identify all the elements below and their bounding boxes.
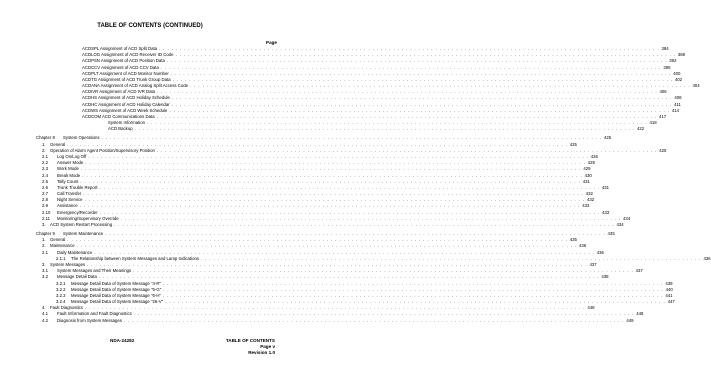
toc-entry-number: 2.1 — [42, 249, 48, 255]
toc-entry-page: 402 — [675, 76, 683, 82]
table-of-contents — [36, 45, 711, 324]
toc-entry-title: Message Detail Data of System Message "5-G" — [71, 286, 162, 292]
dot-leader: . . . . . . . . . . . . . . . . . . . . . . . . . . . . . . . . . . . . . . . . . . . . . . . . . . . . . . . . . . . . . . . . . . . . . . . . . . . . . . . . . . . . . . . . . . . . . . . . . . . . . . . . . . . . . . . . . . . . . . . . — [67, 141, 568, 147]
dot-leader: . . . . . . . . . . . . . . . . . . . . . . . . . . . . . . . . . . . . . . . . . . . . . . . . . . . . . . . . . . . . . . . . . . . . . . . . . . . . . . . . . . . . . . . . . . . . . . . . . . . . . . . . . . . . . . . . . . . . . . . . — [157, 89, 658, 95]
toc-entry-page: 392 — [669, 58, 677, 64]
dot-leader: . . . . . . . . . . . . . . . . . . . . . . . . . . . . . . . . . . . . . . . . . . . . . . . . . . . . . . . . . . . . . . . . . . . . . . . . . . . . . . . . . . . . . . . . . . . . . . . . . . . . . . . . . . . . . . . . . . . . . . . . — [80, 178, 581, 184]
footer-section: TABLE OF CONTENTS — [225, 338, 275, 343]
dot-leader: . . . . . . . . . . . . . . . . . . . . . . . . . . . . . . . . . . . . . . . . . . . . . . . . . . . . . . . . . . . . . . . . . . . . . . . . . . . . . . . . . . . . . . . . . . . . . . . . . . . . . . . . . . . . . . . . . . . . . . . . — [123, 317, 625, 323]
toc-entry-page: 433 — [582, 203, 590, 209]
dot-leader: . . . . . . . . . . . . . . . . . . . . . . . . . . . . . . . . . . . . . . . . . . . . . . . . . . . . . . . . . . . . . . . . . . . . . . . . . . . . . . . . . . . . . . . . . . . . . . . . . . . . . . . . . . . . . . . . . . . . . . . . — [99, 184, 600, 190]
toc-entry-number: 2.8 — [42, 197, 48, 203]
toc-entry-page: 411 — [674, 101, 681, 107]
toc-entry-title: ACDWS Assignment of ACD Week Schedule — [82, 107, 168, 113]
dot-leader: . . . . . . . . . . . . . . . . . . . . . . . . . . . . . . . . . . . . . . . . . . . . . . . . . . . . . . . . . . . . . . . . . . . . . . . . . . . . . . . . . . . . . . . . . . . . . . . . . . . . . . . . . . . . . . . . . . . . . . . . — [159, 45, 660, 51]
toc-entry-number: 2.9 — [42, 203, 48, 209]
toc-entry-number: 4. — [42, 305, 46, 311]
toc-entry-number: 2.2 — [42, 160, 48, 166]
toc-entry-page: 418 — [649, 120, 657, 126]
toc-entry-number: 2.4 — [42, 172, 48, 178]
toc-entry-page: 441 — [665, 292, 673, 298]
toc-entry-number: 4.2 — [42, 317, 48, 323]
toc-entry-number: 3.2 — [42, 274, 48, 280]
toc-entry-page: 432 — [586, 197, 595, 203]
toc-entry-title: Call Transfer — [57, 191, 82, 197]
toc-entry-number: 1. — [42, 237, 46, 243]
toc-entry-page: 406 — [659, 89, 667, 95]
toc-entry-title: ACDANA Assignment of ACD Analog Split Access Code — [82, 83, 189, 89]
toc-entry-title: Log On/Log Off — [57, 153, 87, 159]
toc-entry-title: ACDIVR Assignment of ACD IVR Data — [82, 89, 156, 95]
dot-leader: . . . . . . . . . . . . . . . . . . . . . . . . . . . . . . . . . . . . . . . . . . . . . . . . . . . . . . . . . . . . . . . . . . . . . . . . . . . . . . . . . . . . . . . . . . . . . . . . . . . . . . . . . . . . . . . . . . . . . . . . — [190, 83, 691, 89]
toc-entry-title: Trunk Trouble Report — [57, 184, 98, 190]
dot-leader: . . . . . . . . . . . . . . . . . . . . . . . . . . . . . . . . . . . . . . . . . . . . . . . . . . . . . . . . . . . . . . . . . . . . . . . . . . . . . . . . . . . . . . . . . . . . . . . . . . . . . . . . . . . . . . . . . . . . . . . . — [80, 166, 582, 172]
toc-entry-page: 432 — [585, 191, 593, 197]
toc-entry-title: Message Detail Data of System Message "6-H" — [71, 292, 161, 298]
toc-entry-page: 431 — [582, 178, 590, 184]
toc-entry-title: General — [50, 237, 66, 243]
toc-entry-number: 3. — [42, 222, 46, 228]
toc-entry-title: Night Service — [57, 197, 83, 203]
toc-entry-title: Tally Count — [57, 178, 79, 184]
dot-leader: . . . . . . . . . . . . . . . . . . . . . . . . . . . . . . . . . . . . . . . . . . . . . . . . . . . . . . . . . . . . . . . . . . . . . . . . . . . . . . . . . . . . . . . . . . . . . . . . . . . . . . . . . . . . . . . . . . . . . . . . — [201, 255, 702, 261]
toc-entry-page: 414 — [671, 107, 680, 113]
toc-entry-title: Monitoring/Supervisory Override — [57, 215, 119, 221]
toc-entry-title: System Operations — [63, 135, 100, 141]
toc-entry-page: 430 — [584, 172, 592, 178]
dot-leader: . . . . . . . . . . . . . . . . . . . . . . . . . . . . . . . . . . . . . . . . . . . . . . . . . . . . . . . . . . . . . . . . . . . . . . . . . . . . . . . . . . . . . . . . . . . . . . . . . . . . . . . . . . . . . . . . . . . . . . . . — [114, 222, 615, 228]
dot-leader: . . . . . . . . . . . . . . . . . . . . . . . . . . . . . . . . . . . . . . . . . . . . . . . . . . . . . . . . . . . . . . . . . . . . . . . . . . . . . . . . . . . . . . . . . . . . . . . . . . . . . . . . . . . . . . . . . . . . . . . . — [171, 95, 673, 101]
toc-entry-number: 3.2.4 — [56, 299, 66, 305]
dot-leader: . . . . . . . . . . . . . . . . . . . . . . . . . . . . . . . . . . . . . . . . . . . . . . . . . . . . . . . . . . . . . . . . . . . . . . . . . . . . . . . . . . . . . . . . . . . . . . . . . . . . . . . . . . . . . . . . . . . . . . . . — [162, 280, 664, 286]
toc-entry-page: 436 — [579, 243, 587, 249]
toc-entry-page: 417 — [659, 114, 667, 120]
toc-entry-title: Answer Mode — [57, 160, 84, 166]
toc-entry-page: 439 — [665, 280, 673, 286]
toc-entry-page: 435 — [607, 231, 615, 237]
toc-entry-page: 426 — [590, 153, 598, 159]
toc-entry-number: 2.3 — [42, 166, 48, 172]
toc-entry-number: 1. — [42, 141, 46, 147]
toc-entry-page: 388 — [677, 52, 686, 58]
dot-leader: . . . . . . . . . . . . . . . . . . . . . . . . . . . . . . . . . . . . . . . . . . . . . . . . . . . . . . . . . . . . . . . . . . . . . . . . . . . . . . . . . . . . . . . . . . . . . . . . . . . . . . . . . . . . . . . . . . . . . . . . — [101, 135, 602, 141]
document-number: NDA-24282 — [110, 338, 135, 343]
toc-entry-title: Work Mode — [57, 166, 79, 172]
dot-leader: . . . . . . . . . . . . . . . . . . . . . . . . . . . . . . . . . . . . . . . . . . . . . . . . . . . . . . . . . . . . . . . . . . . . . . . . . . . . . . . . . . . . . . . . . . . . . . . . . . . . . . . . . . . . . . . . . . . . . . . . — [84, 305, 586, 311]
toc-entry-number: 2.6 — [42, 184, 48, 190]
dot-leader: . . . . . . . . . . . . . . . . . . . . . . . . . . . . . . . . . . . . . . . . . . . . . . . . . . . . . . . . . . . . . . . . . . . . . . . . . . . . . . . . . . . . . . . . . . . . . . . . . . . . . . . . . . . . . . . . . . . . . . . . — [162, 292, 664, 298]
toc-entry-page: 436 — [703, 255, 711, 261]
toc-entry-title: Diagnosis from System Messages — [57, 317, 122, 323]
toc-entry-page: 437 — [589, 261, 597, 267]
toc-entry-page: 434 — [616, 222, 624, 228]
toc-entry-number: 2.11 — [42, 215, 51, 221]
toc-entry-number: 2.5 — [42, 178, 48, 184]
toc-entry-title: ACDTG Assignment of ACD Trunk Group Data — [82, 76, 171, 82]
toc-entry-label — [36, 222, 112, 228]
dot-leader: . . . . . . . . . . . . . . . . . . . . . . . . . . . . . . . . . . . . . . . . . . . . . . . . . . . . . . . . . . . . . . . . . . . . . . . . . . . . . . . . . . . . . . . . . . . . . . . . . . . . . . . . . . . . . . . . . . . . . . . . — [175, 52, 676, 58]
toc-entry-number: Chapter 9 — [36, 231, 55, 237]
toc-entry-number: Chapter 8 — [36, 135, 55, 141]
dot-leader: . . . . . . . . . . . . . . . . . . . . . . . . . . . . . . . . . . . . . . . . . . . . . . . . . . . . . . . . . . . . . . . . . . . . . . . . . . . . . . . . . . . . . . . . . . . . . . . . . . . . . . . . . . . . . . . . . . . . . . . . — [105, 231, 606, 237]
dot-leader: . . . . . . . . . . . . . . . . . . . . . . . . . . . . . . . . . . . . . . . . . . . . . . . . . . . . . . . . . . . . . . . . . . . . . . . . . . . . . . . . . . . . . . . . . . . . . . . . . . . . . . . . . . . . . . . . . . . . . . . . — [165, 299, 666, 305]
toc-entry-title: Break Mode — [57, 172, 81, 178]
toc-entry[interactable] — [36, 222, 624, 228]
toc-entry-page: 436 — [596, 249, 604, 255]
dot-leader: . . . . . . . . . . . . . . . . . . . . . . . . . . . . . . . . . . . . . . . . . . . . . . . . . . . . . . . . . . . . . . . . . . . . . . . . . . . . . . . . . . . . . . . . . . . . . . . . . . . . . . . . . . . . . . . . . . . . . . . . — [94, 249, 595, 255]
toc-entry-page: 438 — [601, 274, 609, 280]
toc-entry-page: 434 — [623, 215, 631, 221]
dot-leader: . . . . . . . . . . . . . . . . . . . . . . . . . . . . . . . . . . . . . . . . . . . . . . . . . . . . . . . . . . . . . . . . . . . . . . . . . . . . . . . . . . . . . . . . . . . . . . . . . . . . . . . . . . . . . . . . . . . . . . . . — [133, 268, 634, 274]
toc-entry-page: 448 — [636, 311, 644, 317]
toc-entry-title: ACDHC Assignment of ACD Holiday Calendar — [82, 101, 170, 107]
toc-entry-number: 3.2.2 — [56, 286, 66, 292]
dot-leader: . . . . . . . . . . . . . . . . . . . . . . . . . . . . . . . . . . . . . . . . . . . . . . . . . . . . . . . . . . . . . . . . . . . . . . . . . . . . . . . . . . . . . . . . . . . . . . . . . . . . . . . . . . . . . . . . . . . . . . . . — [160, 64, 662, 70]
toc-entry-label — [36, 318, 122, 324]
toc-entry-number: 3.2.3 — [56, 292, 66, 298]
toc-entry-page: 429 — [587, 160, 595, 166]
toc-entry-page: 449 — [626, 317, 634, 323]
dot-leader: . . . . . . . . . . . . . . . . . . . . . . . . . . . . . . . . . . . . . . . . . . . . . . . . . . . . . . . . . . . . . . . . . . . . . . . . . . . . . . . . . . . . . . . . . . . . . . . . . . . . . . . . . . . . . . . . . . . . . . . . — [163, 286, 664, 292]
toc-entry-title: ACDLOG Assignment of ACD Receiver ID Code — [82, 52, 174, 58]
dot-leader: . . . . . . . . . . . . . . . . . . . . . . . . . . . . . . . . . . . . . . . . . . . . . . . . . . . . . . . . . . . . . . . . . . . . . . . . . . . . . . . . . . . . . . . . . . . . . . . . . . . . . . . . . . . . . . . . . . . . . . . . — [134, 126, 636, 132]
toc-entry-title: System Messages — [50, 261, 86, 267]
dot-leader: . . . . . . . . . . . . . . . . . . . . . . . . . . . . . . . . . . . . . . . . . . . . . . . . . . . . . . . . . . . . . . . . . . . . . . . . . . . . . . . . . . . . . . . . . . . . . . . . . . . . . . . . . . . . . . . . . . . . . . . . — [85, 160, 586, 166]
toc-entry-page: 408 — [674, 95, 682, 101]
toc-entry-title: ACD System Restart Processing — [50, 222, 113, 228]
toc-entry-page: 422 — [637, 126, 645, 132]
dot-leader: . . . . . . . . . . . . . . . . . . . . . . . . . . . . . . . . . . . . . . . . . . . . . . . . . . . . . . . . . . . . . . . . . . . . . . . . . . . . . . . . . . . . . . . . . . . . . . . . . . . . . . . . . . . . . . . . . . . . . . . . — [133, 311, 635, 317]
page-footer — [226, 338, 275, 357]
dot-leader: . . . . . . . . . . . . . . . . . . . . . . . . . . . . . . . . . . . . . . . . . . . . . . . . . . . . . . . . . . . . . . . . . . . . . . . . . . . . . . . . . . . . . . . . . . . . . . . . . . . . . . . . . . . . . . . . . . . . . . . . — [156, 114, 658, 120]
toc-entry-number: 3. — [42, 261, 46, 267]
toc-entry-page: 404 — [692, 83, 700, 89]
toc-entry-page: 425 — [659, 147, 667, 153]
toc-entry-title: Maintenance — [50, 243, 75, 249]
dot-leader: . . . . . . . . . . . . . . . . . . . . . . . . . . . . . . . . . . . . . . . . . . . . . . . . . . . . . . . . . . . . . . . . . . . . . . . . . . . . . . . . . . . . . . . . . . . . . . . . . . . . . . . . . . . . . . . . . . . . . . . . — [67, 237, 568, 243]
toc-entry-page: 437 — [635, 268, 643, 274]
toc-entry-title: The Relationship between System Messages and Lamp Indications — [71, 255, 200, 261]
dot-leader: . . . . . . . . . . . . . . . . . . . . . . . . . . . . . . . . . . . . . . . . . . . . . . . . . . . . . . . . . . . . . . . . . . . . . . . . . . . . . . . . . . . . . . . . . . . . . . . . . . . . . . . . . . . . . . . . . . . . . . . . — [87, 261, 588, 267]
toc-entry-number: 3.2.1 — [56, 280, 66, 286]
toc-entry[interactable] — [36, 317, 634, 324]
dot-leader: . . . . . . . . . . . . . . . . . . . . . . . . . . . . . . . . . . . . . . . . . . . . . . . . . . . . . . . . . . . . . . . . . . . . . . . . . . . . . . . . . . . . . . . . . . . . . . . . . . . . . . . . . . . . . . . . . . . . . . . . — [88, 153, 589, 159]
dot-leader: . . . . . . . . . . . . . . . . . . . . . . . . . . . . . . . . . . . . . . . . . . . . . . . . . . . . . . . . . . . . . . . . . . . . . . . . . . . . . . . . . . . . . . . . . . . . . . . . . . . . . . . . . . . . . . . . . . . . . . . . — [79, 203, 581, 209]
dot-leader: . . . . . . . . . . . . . . . . . . . . . . . . . . . . . . . . . . . . . . . . . . . . . . . . . . . . . . . . . . . . . . . . . . . . . . . . . . . . . . . . . . . . . . . . . . . . . . . . . . . . . . . . . . . . . . . . . . . . . . . . — [169, 107, 670, 113]
toc-entry-title: Message Detail Data — [57, 274, 97, 280]
toc-entry-number: 2. — [42, 147, 46, 153]
toc-entry-title: ACDSPL Assignment of ACD Split Data — [82, 45, 158, 51]
toc-entry-title: Fault Diagnostics — [50, 305, 83, 311]
toc-entry-number: 2.7 — [42, 191, 48, 197]
toc-entry[interactable] — [36, 126, 645, 132]
page-title: TABLE OF CONTENTS (CONTINUED) — [97, 23, 203, 29]
page-column-label: Page — [266, 40, 277, 45]
toc-entry-title: Daily Maintenance — [57, 249, 93, 255]
toc-entry-title: ACDCOM ACD Communications Data — [82, 114, 155, 120]
toc-entry-page: 400 — [673, 70, 681, 76]
toc-entry-title: System Information — [108, 120, 146, 126]
dot-leader: . . . . . . . . . . . . . . . . . . . . . . . . . . . . . . . . . . . . . . . . . . . . . . . . . . . . . . . . . . . . . . . . . . . . . . . . . . . . . . . . . . . . . . . . . . . . . . . . . . . . . . . . . . . . . . . . . . . . . . . . — [171, 101, 673, 107]
dot-leader: . . . . . . . . . . . . . . . . . . . . . . . . . . . . . . . . . . . . . . . . . . . . . . . . . . . . . . . . . . . . . . . . . . . . . . . . . . . . . . . . . . . . . . . . . . . . . . . . . . . . . . . . . . . . . . . . . . . . . . . . — [156, 147, 658, 153]
toc-entry-title: System Messages and Their Meanings — [57, 268, 132, 274]
dot-leader: . . . . . . . . . . . . . . . . . . . . . . . . . . . . . . . . . . . . . . . . . . . . . . . . . . . . . . . . . . . . . . . . . . . . . . . . . . . . . . . . . . . . . . . . . . . . . . . . . . . . . . . . . . . . . . . . . . . . . . . . — [83, 191, 584, 197]
toc-entry-number: 2.1.1 — [56, 255, 66, 261]
toc-entry-number: 2.10 — [42, 209, 51, 215]
dot-leader: . . . . . . . . . . . . . . . . . . . . . . . . . . . . . . . . . . . . . . . . . . . . . . . . . . . . . . . . . . . . . . . . . . . . . . . . . . . . . . . . . . . . . . . . . . . . . . . . . . . . . . . . . . . . . . . . . . . . . . . . — [120, 215, 622, 221]
toc-entry-title: Fault Information and Fault Diagnostics — [57, 311, 132, 317]
toc-entry-page: 395 — [663, 64, 671, 70]
dot-leader: . . . . . . . . . . . . . . . . . . . . . . . . . . . . . . . . . . . . . . . . . . . . . . . . . . . . . . . . . . . . . . . . . . . . . . . . . . . . . . . . . . . . . . . . . . . . . . . . . . . . . . . . . . . . . . . . . . . . . . . . — [147, 120, 648, 126]
toc-entry-number: 3.1 — [42, 268, 48, 274]
toc-entry-title: ACDHS Assignment of ACD Holiday Schedule — [82, 95, 170, 101]
toc-entry-page: 425 — [569, 141, 577, 147]
toc-entry-title: ACD Backup — [108, 126, 133, 132]
toc-entry-number: 2. — [42, 243, 46, 249]
toc-entry-page: 433 — [602, 209, 610, 215]
toc-entry-page: 448 — [587, 305, 595, 311]
toc-entry-title: System Maintenance — [63, 231, 104, 237]
dot-leader: . . . . . . . . . . . . . . . . . . . . . . . . . . . . . . . . . . . . . . . . . . . . . . . . . . . . . . . . . . . . . . . . . . . . . . . . . . . . . . . . . . . . . . . . . . . . . . . . . . . . . . . . . . . . . . . . . . . . . . . . — [99, 209, 601, 215]
toc-entry-page: 429 — [583, 166, 591, 172]
toc-entry-title: Assistance — [57, 203, 78, 209]
toc-entry-title: General — [50, 141, 66, 147]
dot-leader: . . . . . . . . . . . . . . . . . . . . . . . . . . . . . . . . . . . . . . . . . . . . . . . . . . . . . . . . . . . . . . . . . . . . . . . . . . . . . . . . . . . . . . . . . . . . . . . . . . . . . . . . . . . . . . . . . . . . . . . . — [170, 70, 672, 76]
toc-entry-title: Message Detail Data of System Message "26-V" — [71, 299, 164, 305]
toc-entry-number: 2.1 — [42, 153, 48, 159]
toc-entry-title: Emergency/Recorder — [57, 209, 98, 215]
toc-entry-title: ACDPSN Assignment of ACD Position Data — [82, 58, 165, 64]
dot-leader: . . . . . . . . . . . . . . . . . . . . . . . . . . . . . . . . . . . . . . . . . . . . . . . . . . . . . . . . . . . . . . . . . . . . . . . . . . . . . . . . . . . . . . . . . . . . . . . . . . . . . . . . . . . . . . . . . . . . . . . . — [82, 172, 583, 178]
dot-leader: . . . . . . . . . . . . . . . . . . . . . . . . . . . . . . . . . . . . . . . . . . . . . . . . . . . . . . . . . . . . . . . . . . . . . . . . . . . . . . . . . . . . . . . . . . . . . . . . . . . . . . . . . . . . . . . . . . . . . . . . — [76, 243, 578, 249]
toc-entry-number: 4.1 — [42, 311, 48, 317]
dot-leader: . . . . . . . . . . . . . . . . . . . . . . . . . . . . . . . . . . . . . . . . . . . . . . . . . . . . . . . . . . . . . . . . . . . . . . . . . . . . . . . . . . . . . . . . . . . . . . . . . . . . . . . . . . . . . . . . . . . . . . . . — [84, 197, 585, 203]
dot-leader: . . . . . . . . . . . . . . . . . . . . . . . . . . . . . . . . . . . . . . . . . . . . . . . . . . . . . . . . . . . . . . . . . . . . . . . . . . . . . . . . . . . . . . . . . . . . . . . . . . . . . . . . . . . . . . . . . . . . . . . . — [166, 58, 668, 64]
footer-revision: Revision 1.0 — [248, 350, 275, 356]
toc-entry-page: 425 — [603, 135, 612, 141]
toc-entry-page: 440 — [665, 286, 673, 292]
toc-entry-page: 384 — [661, 45, 669, 51]
toc-entry-title: ACDPLT Assignment of ACD Monitor Number — [82, 70, 169, 76]
toc-entry-label — [36, 126, 133, 132]
dot-leader: . . . . . . . . . . . . . . . . . . . . . . . . . . . . . . . . . . . . . . . . . . . . . . . . . . . . . . . . . . . . . . . . . . . . . . . . . . . . . . . . . . . . . . . . . . . . . . . . . . . . . . . . . . . . . . . . . . . . . . . . — [98, 274, 600, 280]
toc-entry-page: 447 — [667, 299, 675, 305]
dot-leader: . . . . . . . . . . . . . . . . . . . . . . . . . . . . . . . . . . . . . . . . . . . . . . . . . . . . . . . . . . . . . . . . . . . . . . . . . . . . . . . . . . . . . . . . . . . . . . . . . . . . . . . . . . . . . . . . . . . . . . . . — [172, 76, 674, 82]
toc-entry-title: Operation of Alarm Agent Position/Supervisory Position — [50, 147, 155, 153]
toc-entry-page: 431 — [601, 184, 610, 190]
toc-entry-page: 435 — [569, 237, 577, 243]
toc-entry-title: ACDCCV Assignment of ACD CCV Data — [82, 64, 159, 70]
footer-page: Page v — [260, 344, 275, 350]
toc-entry-title: Message Detail Data of System Message "4-R" — [71, 280, 161, 286]
